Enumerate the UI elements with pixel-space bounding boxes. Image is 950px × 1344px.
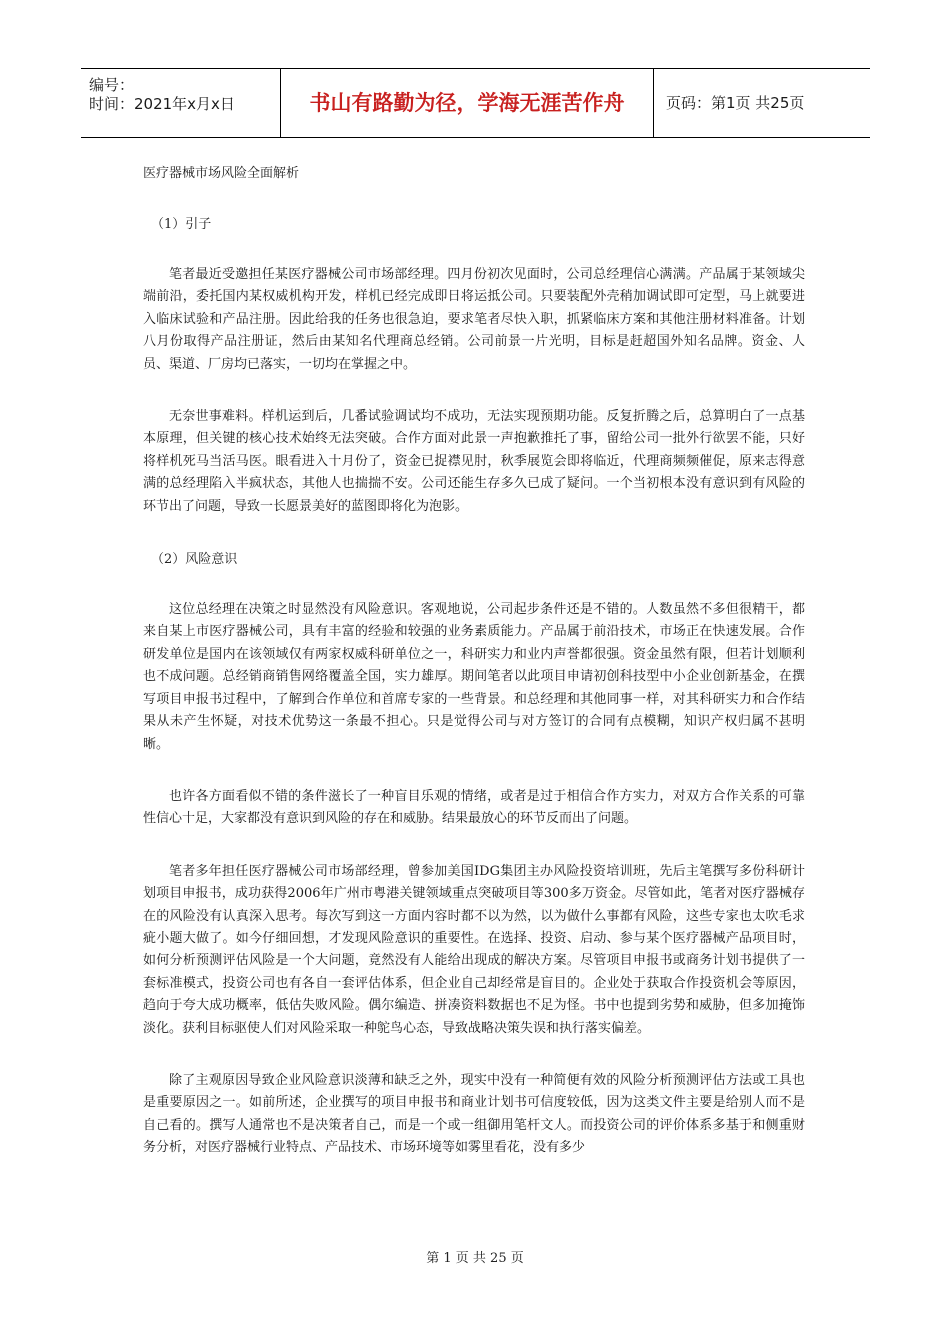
time-label: 时间：2021年x月x日 xyxy=(89,95,235,113)
paragraph: 也许各方面看似不错的条件滋长了一种盲目乐观的情绪，或者是过于相信合作方实力，对双方合作关系的可靠性信心十足，大家都没有意识到风险的存在和威胁。结果最放心的环节反而出了问题。 xyxy=(143,788,805,827)
motto: 书山有路勤为径，学海无涯苦作舟 xyxy=(281,69,654,137)
number-label: 编号： xyxy=(89,76,135,94)
document-body xyxy=(143,162,805,1160)
section-heading-risk: （2）风险意识 xyxy=(151,552,238,568)
header-meta-cell xyxy=(81,69,281,137)
page-footer: 第 1 页 共 25 页 xyxy=(426,1251,524,1266)
page-info: 页码：第1页 共25页 xyxy=(666,94,805,112)
paragraph: 笔者最近受邀担任某医疗器械公司市场部经理。四月份初次见面时，公司总经理信心满满。产品属于某领域尖端前沿，委托国内某权威机构开发，样机已经完成即日将运抵公司。只要装配外壳稍加调试即可定型，马上就要进入临床试验和产品注册。因此给我的任务也很急迫，要求笔者尽快入职，抓紧临床方案和其他注册材料准备。计划八月份取得产品注册证，然后由某知名代理商总经销。公司前景一片光明，目标是赶超国外知名品牌。资金、人员、渠道、厂房均已落实，一切均在掌握之中。 xyxy=(143,267,805,372)
section-heading-intro: （1）引子 xyxy=(151,217,212,232)
header-table xyxy=(81,68,870,138)
paragraph: 这位总经理在决策之时显然没有风险意识。客观地说，公司起步条件还是不错的。人数虽然不多但很精干，都来自某上市医疗器械公司，具有丰富的经验和较强的业务素质能力。产品属于前沿技术，市场正在快速发展。合作研发单位是国内在该领域仅有两家权威科研单位之一，科研实力和业内声誉都很强。资金虽然有限，但若计划顺利也不成问题。总经销商销售网络覆盖全国，实力雄厚。期间笔者以此项目申请初创科技型中小企业创新基金，在撰写项目申报书过程中，了解到合作单位和首席专家的一些背景。和总经理和其他同事一样，对其科研实力和合作结果从未产生怀疑，对技术优势这一条最不担心。只是觉得公司与对方签订的合同有点模糊，知识产权归属不甚明晰。 xyxy=(143,602,805,752)
document-title: 医疗器械市场风险全面解析 xyxy=(143,166,300,181)
paragraph: 除了主观原因导致企业风险意识淡薄和缺乏之外，现实中没有一种简便有效的风险分析预测评估方法或工具也是重要原因之一。如前所述，企业撰写的项目申报书和商业计划书可信度较低，因为这类文件主要是给别人而不是自己看的。撰写人通常也不是决策者自己，而是一个或一组御用笔杆文人。而投资公司的评价体系多基于和侧重财务分析，对医疗器械行业特点、产品技术、市场环境等如雾里看花，没有多少 xyxy=(143,1072,805,1156)
paragraph: 无奈世事难料。样机运到后，几番试验调试均不成功，无法实现预期功能。反复折腾之后，总算明白了一点基本原理，但关键的核心技术始终无法突破。合作方面对此景一声抱歉推托了事，留给公司一批外行欲罢不能，只好将样机死马当活马医。眼看进入十月份了，资金已捉襟见肘，秋季展览会即将临近，代理商频频催促，原来志得意满的总经理陷入半疯状态，其他人也揣揣不安。公司还能生存多久已成了疑问。一个当初根本没有意识到有风险的环节出了问题，导致一长愿景美好的蓝图即将化为泡影。 xyxy=(143,409,805,514)
paragraph: 笔者多年担任医疗器械公司市场部经理，曾参加美国IDG集团主办风险投资培训班，先后主笔撰写多份科研计划项目申报书，成功获得2006年广州市粤港关键领域重点突破项目等300多万资金。尽管如此，笔者对医疗器械存在的风险没有认真深入思考。每次写到这一方面内容时都不以为然，以为做什么事都有风险，这些专家也太吹毛求疵小题大做了。如今仔细回想，才发现风险意识的重要性。在选择、投资、启动、参与某个医疗器械产品项目时，如何分析预测评估风险是一个大问题，竟然没有人能给出现成的解决方案。尽管项目申报书或商务计划书提供了一套标准模式，投资公司也有各自一套评估体系，但企业自己却经常是盲目的。企业处于获取合作投资机会等原因，趋向于夸大成功概率，低估失败风险。偶尔编造、拼凑资料数据也不足为怪。书中也提到劣势和威胁，但多加掩饰淡化。获利目标驱使人们对风险采取一种鸵鸟心态，导致战略决策失误和执行落实偏差。 xyxy=(143,863,805,1036)
